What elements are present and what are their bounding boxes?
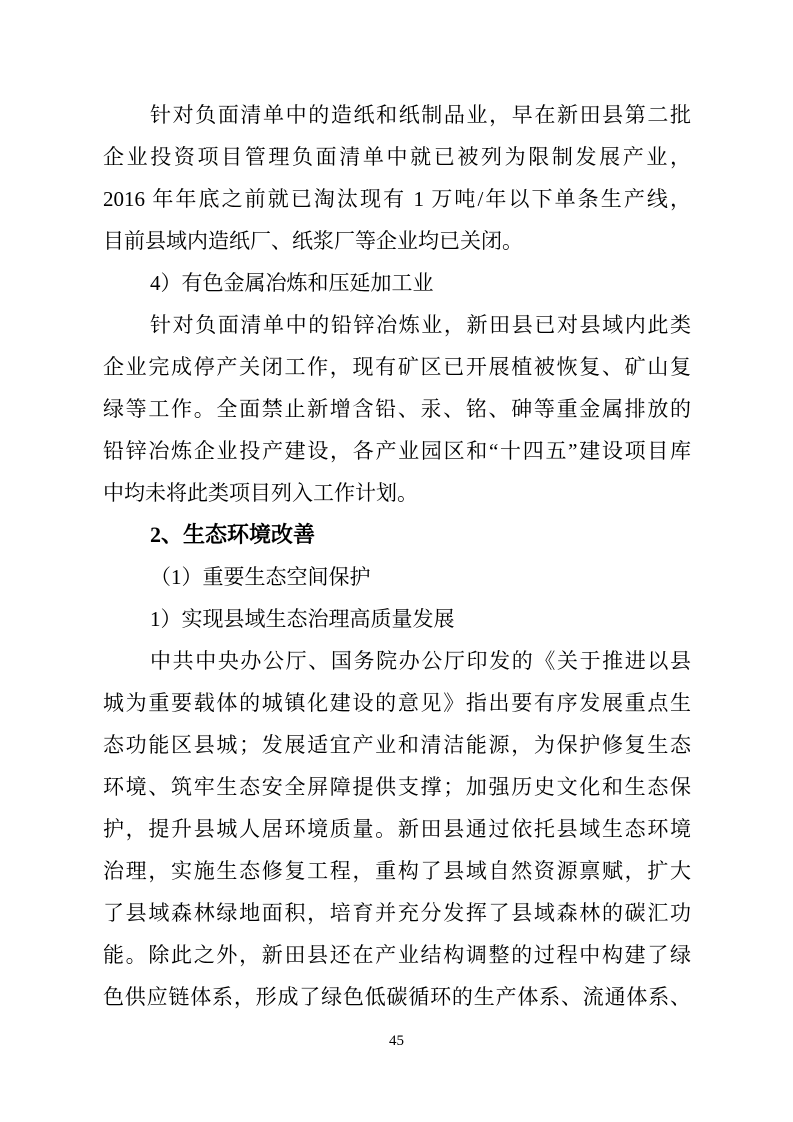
text-line: 护，提升县城人居环境质量。新田县通过依托县域生态环境 xyxy=(103,817,691,841)
paragraph xyxy=(103,304,691,514)
text-line: 中均未将此类项目列入工作计划。 xyxy=(103,481,418,505)
text-line: 治理，实施生态修复工程，重构了县域自然资源禀赋，扩大 xyxy=(103,859,691,883)
text-line: 铅锌冶炼企业投产建设，各产业园区和“十四五”建设项目库 xyxy=(103,439,691,463)
text-line: （1）重要生态空间保护 xyxy=(150,565,371,589)
text-line: 环境、筑牢生态安全屏障提供支撑；加强历史文化和生态保 xyxy=(103,775,691,799)
text-line: 针对负面清单中的造纸和纸制品业，早在新田县第二批 xyxy=(150,103,691,127)
text-line: 4）有色金属冶炼和压延加工业 xyxy=(150,271,434,295)
text-line: 2016 年年底之前就已淘汰现有 1 万吨/年以下单条生产线， xyxy=(103,187,691,211)
paragraph xyxy=(103,94,691,262)
text-line: 态功能区县城；发展适宜产业和清洁能源，为保护修复生态 xyxy=(103,733,691,757)
text-line: 针对负面清单中的铅锌冶炼业，新田县已对县域内此类 xyxy=(150,313,691,337)
paragraph xyxy=(103,598,691,640)
text-line: 1）实现县域生态治理高质量发展 xyxy=(150,607,455,631)
text-line: 绿等工作。全面禁止新增含铅、汞、铭、砷等重金属排放的 xyxy=(103,397,691,421)
paragraph xyxy=(103,556,691,598)
text-line: 企业完成停产关闭工作，现有矿区已开展植被恢复、矿山复 xyxy=(103,355,691,379)
section-heading xyxy=(103,514,691,556)
document-body xyxy=(103,94,691,1018)
text-line: 能。除此之外，新田县还在产业结构调整的过程中构建了绿 xyxy=(103,943,691,967)
text-line: 2、生态环境改善 xyxy=(150,522,316,547)
text-line: 了县域森林绿地面积，培育并充分发挥了县域森林的碳汇功 xyxy=(103,901,691,925)
text-line: 目前县域内造纸厂、纸浆厂等企业均已关闭。 xyxy=(103,229,523,253)
text-line: 中共中央办公厅、国务院办公厅印发的《关于推进以县 xyxy=(150,649,691,673)
paragraph xyxy=(103,640,691,1018)
text-line: 城为重要载体的城镇化建设的意见》指出要有序发展重点生 xyxy=(103,691,691,715)
page-number: 45 xyxy=(389,1033,404,1049)
paragraph xyxy=(103,262,691,304)
text-line: 色供应链体系，形成了绿色低碳循环的生产体系、流通体系、 xyxy=(103,985,691,1009)
text-line: 企业投资项目管理负面清单中就已被列为限制发展产业， xyxy=(103,145,691,169)
